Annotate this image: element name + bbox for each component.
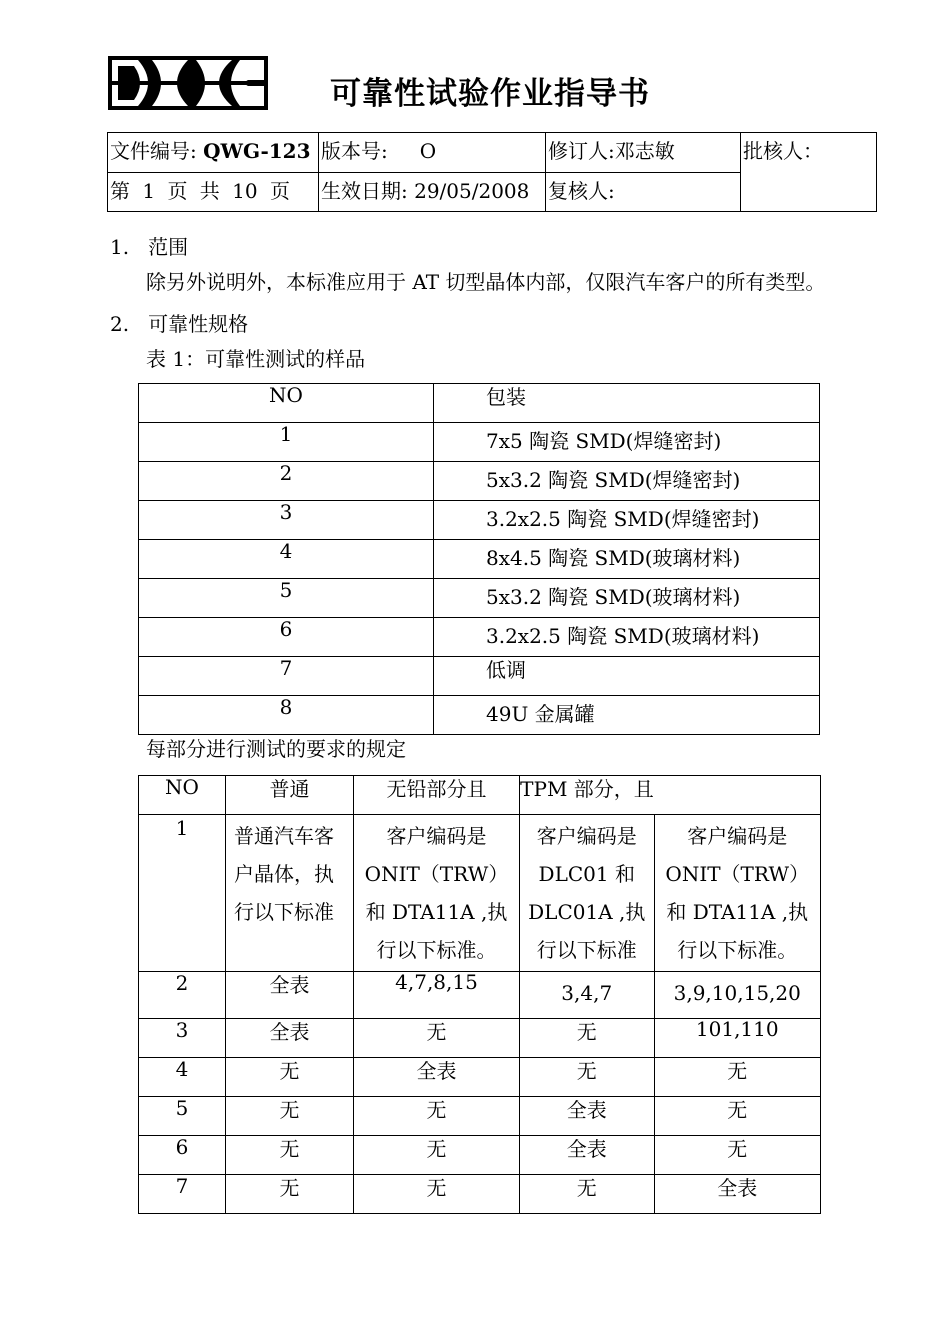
package-cell: 3.2x2.5 陶瓷 SMD(焊缝密封) (434, 501, 820, 540)
package-cell: 49U 金属罐 (434, 696, 820, 735)
cell-line: ONIT（TRW） (665, 862, 810, 886)
table-row (139, 540, 820, 579)
table-cell: 无 (226, 1058, 354, 1097)
column-header: TPM 部分，且 (520, 776, 655, 815)
column-header: 普通 (226, 776, 354, 815)
table-row (139, 423, 820, 462)
package-cell: 7x5 陶瓷 SMD(焊缝密封) (434, 423, 820, 462)
table-cell: 无 (520, 1175, 655, 1214)
effective-date-label: 生效日期: (321, 178, 415, 203)
section-1-heading: 1. 范围 (110, 235, 189, 259)
table-cell: 无 (354, 1019, 520, 1058)
table-row (139, 1019, 821, 1058)
reviewed-by: 复核人: (546, 172, 741, 212)
row-number: 1 (139, 815, 226, 972)
cell-line: 行以下标准 (234, 900, 334, 924)
version-cell (319, 133, 546, 173)
row-number: 3 (139, 1019, 226, 1058)
column-header: 包装 (434, 384, 820, 423)
row-number: 7 (139, 657, 434, 696)
requirements-table (138, 775, 821, 1214)
column-header: NO (139, 776, 226, 815)
row-number: 5 (139, 579, 434, 618)
row-number: 4 (139, 1058, 226, 1097)
table-cell: 全表 (226, 1019, 354, 1058)
cell-line: 和 DTA11A ,执 (365, 900, 508, 924)
table-cell: 101,110 (654, 1019, 821, 1058)
column-header: 无铅部分且 (354, 776, 520, 815)
cell-line: ONIT（TRW） (364, 862, 509, 886)
section-1-text: 除另外说明外，本标准应用于 AT 切型晶体内部，仅限汽车客户的所有类型。 (146, 270, 826, 294)
cell-line: 户晶体，执 (234, 862, 334, 886)
package-cell: 8x4.5 陶瓷 SMD(玻璃材料) (434, 540, 820, 579)
table-row (139, 501, 820, 540)
table-cell: 无 (226, 1097, 354, 1136)
cell-line: 客户编码是 (386, 824, 487, 848)
table-cell: 无 (354, 1136, 520, 1175)
table-cell (354, 815, 520, 972)
row-number: 2 (139, 972, 226, 1019)
table-cell: 全表 (226, 972, 354, 1019)
table-cell: 3,4,7 (520, 972, 655, 1019)
table-2-caption: 每部分进行测试的要求的规定 (146, 737, 406, 761)
table-cell: 全表 (354, 1058, 520, 1097)
table-row (139, 1175, 821, 1214)
package-cell: 5x3.2 陶瓷 SMD(玻璃材料) (434, 579, 820, 618)
row-number: 8 (139, 696, 434, 735)
cell-line: 和 DTA11A ,执 (666, 900, 809, 924)
row-number: 6 (139, 1136, 226, 1175)
table-cell: 无 (654, 1097, 821, 1136)
table-cell: 无 (654, 1058, 821, 1097)
cell-line: DLC01 和 (538, 862, 635, 886)
table-cell: 全表 (520, 1097, 655, 1136)
table-cell (654, 815, 821, 972)
table-cell: 3,9,10,15,20 (654, 972, 821, 1019)
table-cell: 无 (520, 1019, 655, 1058)
package-cell: 5x3.2 陶瓷 SMD(焊缝密封) (434, 462, 820, 501)
cell-line: DLC01A ,执 (528, 900, 646, 924)
cell-line: 行以下标准。 (376, 938, 497, 962)
table-header-row (139, 384, 820, 423)
table-cell: 无 (226, 1136, 354, 1175)
version-value: O (419, 139, 437, 163)
table-cell (226, 815, 354, 972)
column-header: NO (139, 384, 434, 423)
table-cell: 全表 (520, 1136, 655, 1175)
table-row (139, 815, 821, 972)
table-cell: 无 (520, 1058, 655, 1097)
table-row (139, 1136, 821, 1175)
row-number: 2 (139, 462, 434, 501)
cell-line: 客户编码是 (536, 824, 637, 848)
approved-by: 批核人： (741, 133, 877, 212)
row-number: 6 (139, 618, 434, 657)
doc-number-label: 文件编号: (110, 139, 204, 163)
effective-date-cell (319, 172, 546, 212)
package-cell: 3.2x2.5 陶瓷 SMD(玻璃材料) (434, 618, 820, 657)
column-header (654, 776, 821, 815)
table-row (139, 462, 820, 501)
document-info-table (107, 132, 877, 212)
row-number: 1 (139, 423, 434, 462)
table-row (139, 1097, 821, 1136)
table-cell: 全表 (654, 1175, 821, 1214)
row-number: 3 (139, 501, 434, 540)
effective-date: 29/05/2008 (414, 178, 530, 203)
table-row (139, 579, 820, 618)
table-cell: 无 (354, 1175, 520, 1214)
table-cell: 4,7,8,15 (354, 972, 520, 1019)
row-number: 7 (139, 1175, 226, 1214)
doc-number: QWG-123 (203, 139, 311, 163)
cell-line: 行以下标准 (536, 938, 637, 962)
section-2-heading: 2. 可靠性规格 (110, 312, 249, 336)
table-cell (520, 815, 655, 972)
table-cell: 无 (226, 1175, 354, 1214)
cell-line: 普通汽车客 (234, 824, 334, 848)
row-number: 5 (139, 1097, 226, 1136)
row-number: 4 (139, 540, 434, 579)
cell-line: 行以下标准。 (677, 938, 798, 962)
table-row (139, 618, 820, 657)
cell-line: 客户编码是 (687, 824, 788, 848)
table-cell: 无 (654, 1136, 821, 1175)
table-row (139, 972, 821, 1019)
table-header-row (139, 776, 821, 815)
document-title: 可靠性试验作业指导书 (330, 76, 650, 112)
package-cell: 低调 (434, 657, 820, 696)
company-logo (108, 56, 268, 110)
doc-number-cell (108, 133, 319, 173)
page-info: 第 1 页 共 10 页 (108, 172, 319, 212)
table-row (139, 696, 820, 735)
table-1-caption: 表 1：可靠性测试的样品 (146, 347, 366, 371)
version-label: 版本号: (321, 139, 388, 163)
table-row (139, 1058, 821, 1097)
samples-table (138, 383, 820, 735)
table-row (139, 657, 820, 696)
table-cell: 无 (354, 1097, 520, 1136)
revised-by: 修订人:邓志敏 (546, 133, 741, 173)
